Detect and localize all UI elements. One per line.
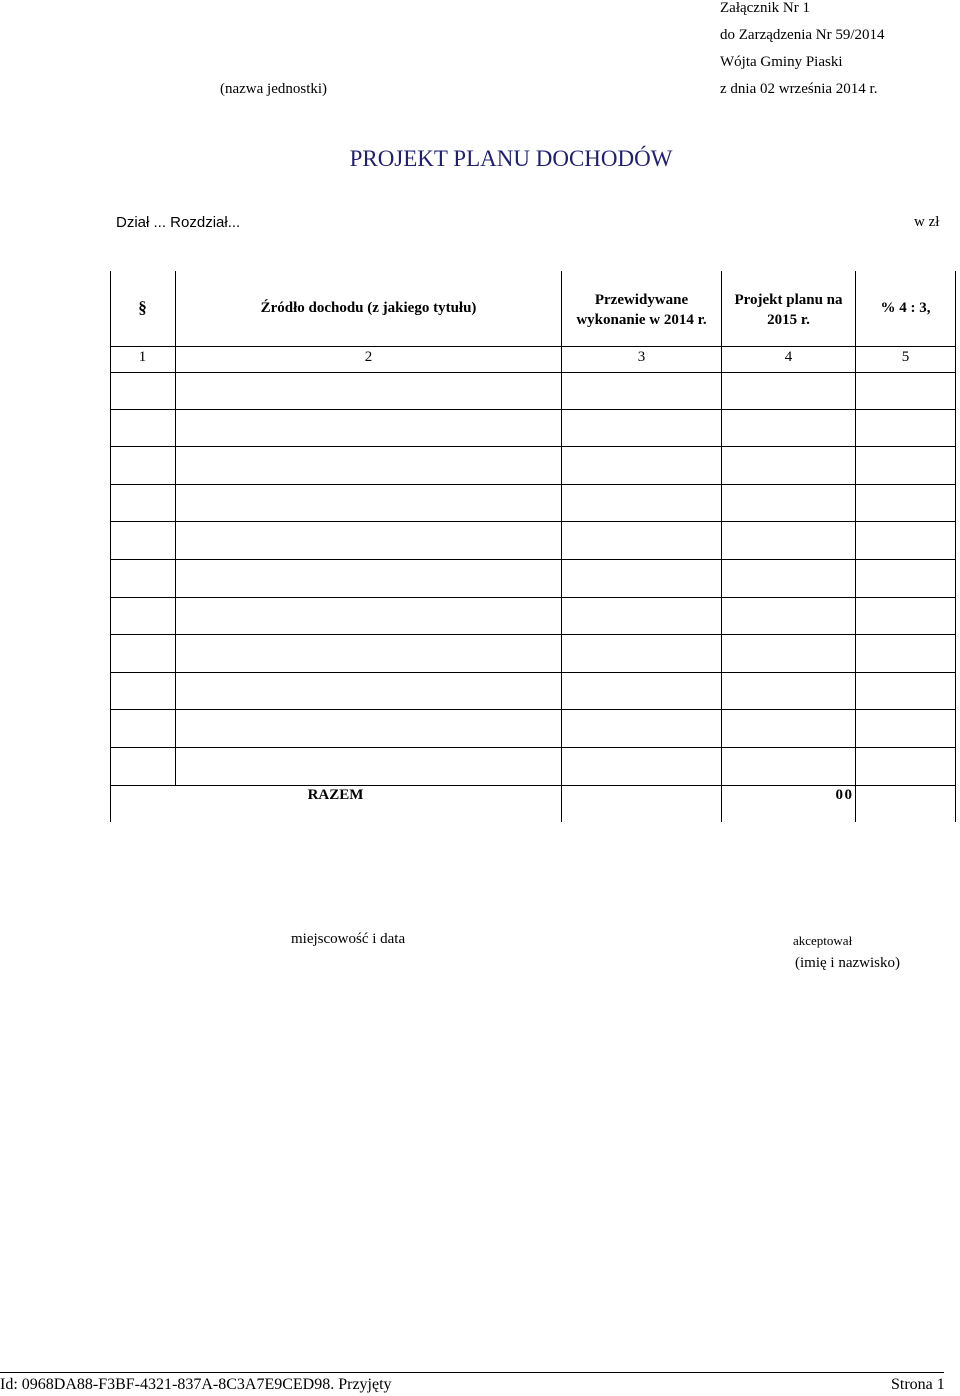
- col-number-2: 2: [364, 349, 373, 365]
- place-date-label: miejscowość i data: [291, 931, 406, 947]
- footer-divider: [0, 1372, 944, 1373]
- issuer-label: Wójta Gminy Piaski: [720, 54, 843, 70]
- page-number: Strona 1: [891, 1376, 945, 1393]
- row-line: [110, 409, 956, 410]
- header-bottom-line: [110, 346, 956, 347]
- unit-name-placeholder: (nazwa jednostki): [220, 81, 328, 97]
- document-id: Id: 0968DA88-F3BF-4321-837A-8C3A7E9CED98. Przyjęty: [0, 1376, 392, 1393]
- row-line: [110, 446, 956, 447]
- total-expected-value: 0: [844, 787, 852, 803]
- date-label: z dnia 02 września 2014 r.: [720, 81, 878, 97]
- currency-unit-label: w zł: [914, 214, 940, 230]
- row-line: [110, 559, 956, 560]
- table-border-right: [955, 271, 956, 822]
- row-line: [110, 634, 956, 635]
- name-label: (imię i nazwisko): [795, 955, 900, 971]
- col-header-source: Źródło dochodu (z jakiego tytułu): [260, 300, 477, 316]
- col-header-percent: % 4 : 3,: [880, 300, 931, 316]
- total-top-line: [110, 785, 956, 786]
- col-number-4: 4: [784, 349, 793, 365]
- col-header-expected: Przewidywane wykonanie w 2014 r.: [576, 292, 707, 328]
- row-line: [110, 484, 956, 485]
- accepted-label: akceptował: [793, 933, 853, 948]
- row-line: [110, 597, 956, 598]
- row-line: [110, 747, 956, 748]
- col-header-paragraph: §: [138, 298, 147, 317]
- numbers-bottom-line: [110, 372, 956, 373]
- col-header-plan: Projekt planu na 2015 r.: [734, 292, 843, 328]
- row-line: [110, 672, 956, 673]
- total-plan-value: 0: [835, 787, 843, 803]
- annex-label: Załącznik Nr 1: [720, 0, 810, 16]
- order-label: do Zarządzenia Nr 59/2014: [720, 27, 885, 43]
- col-number-1: 1: [138, 349, 147, 365]
- row-line: [110, 709, 956, 710]
- col-number-5: 5: [901, 349, 910, 365]
- col-number-3: 3: [637, 349, 646, 365]
- row-line: [110, 521, 956, 522]
- total-label: RAZEM: [307, 787, 364, 803]
- page-title: PROJEKT PLANU DOCHODÓW: [349, 146, 673, 171]
- section-chapter-label: Dział ... Rozdział...: [116, 214, 241, 231]
